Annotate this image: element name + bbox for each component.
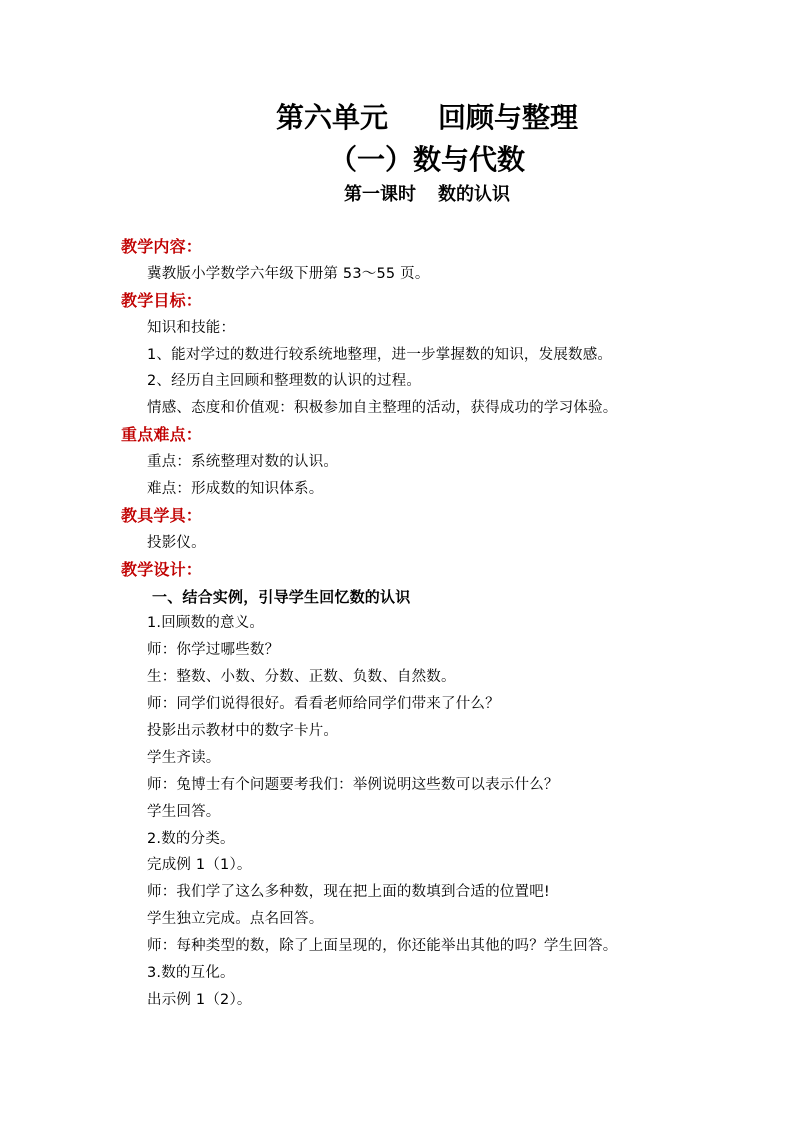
heading-teaching-content: 教学内容： <box>121 237 203 256</box>
heading-teaching-goals: 教学目标： <box>121 290 203 310</box>
heading-teaching-design: 教学设计： <box>121 559 203 579</box>
unit-topic: 回顾与整理 <box>438 101 579 134</box>
design-line: 师：每种类型的数，除了上面呈现的，你还能举出其他的吗？学生回答。 <box>147 938 618 955</box>
key-point-line: 难点：形成数的知识体系。 <box>147 481 324 498</box>
design-line: 学生齐读。 <box>147 749 221 766</box>
design-line: 1.回顾数的意义。 <box>147 615 265 632</box>
section-title: （一）数与代数 <box>328 143 525 176</box>
document-body <box>121 234 701 1014</box>
design-line: 完成例 1（1）。 <box>147 857 252 874</box>
unit-label: 第六单元 <box>275 101 388 134</box>
heading-teaching-tools: 教具学具： <box>121 505 203 525</box>
design-line: 出示例 1（2）。 <box>147 991 252 1008</box>
goals-line: 情感、态度和价值观：积极参加自主整理的活动，获得成功的学习体验。 <box>147 400 618 417</box>
design-line: 师：你学过哪些数？ <box>147 642 280 659</box>
lesson-number: 第一课时 <box>344 184 416 205</box>
design-line: 师：同学们说得很好。看看老师给同学们带来了什么？ <box>147 696 500 713</box>
design-subheading: 一、结合实例，引导学生回忆数的认识 <box>152 587 411 606</box>
lesson-title <box>0 181 794 209</box>
design-line: 师：我们学了这么多种数，现在把上面的数填到合适的位置吧! <box>147 884 550 901</box>
design-line: 师：兔博士有个问题要考我们：举例说明这些数可以表示什么？ <box>147 776 559 793</box>
design-line: 投影出示教材中的数字卡片。 <box>147 723 339 740</box>
tools-line: 投影仪。 <box>147 534 206 551</box>
unit-title <box>0 98 794 138</box>
goals-line: 2、经历自主回顾和整理数的认识的过程。 <box>147 373 422 390</box>
design-line: 生：整数、小数、分数、正数、负数、自然数。 <box>147 669 456 686</box>
goals-line: 1、能对学过的数进行较系统地整理，进一步掌握数的知识，发展数感。 <box>147 346 613 363</box>
content-line: 冀教版小学数学六年级下册第 53～55 页。 <box>147 265 430 282</box>
lesson-topic: 数的认识 <box>438 184 510 205</box>
design-line: 学生独立完成。点名回答。 <box>147 911 324 928</box>
heading-key-points: 重点难点： <box>121 425 203 445</box>
design-line: 学生回答。 <box>147 803 221 820</box>
goals-line: 知识和技能： <box>147 319 236 336</box>
design-line: 2.数的分类。 <box>147 830 235 847</box>
design-line: 3.数的互化。 <box>147 965 235 982</box>
key-point-line: 重点：系统整理对数的认识。 <box>147 454 339 471</box>
